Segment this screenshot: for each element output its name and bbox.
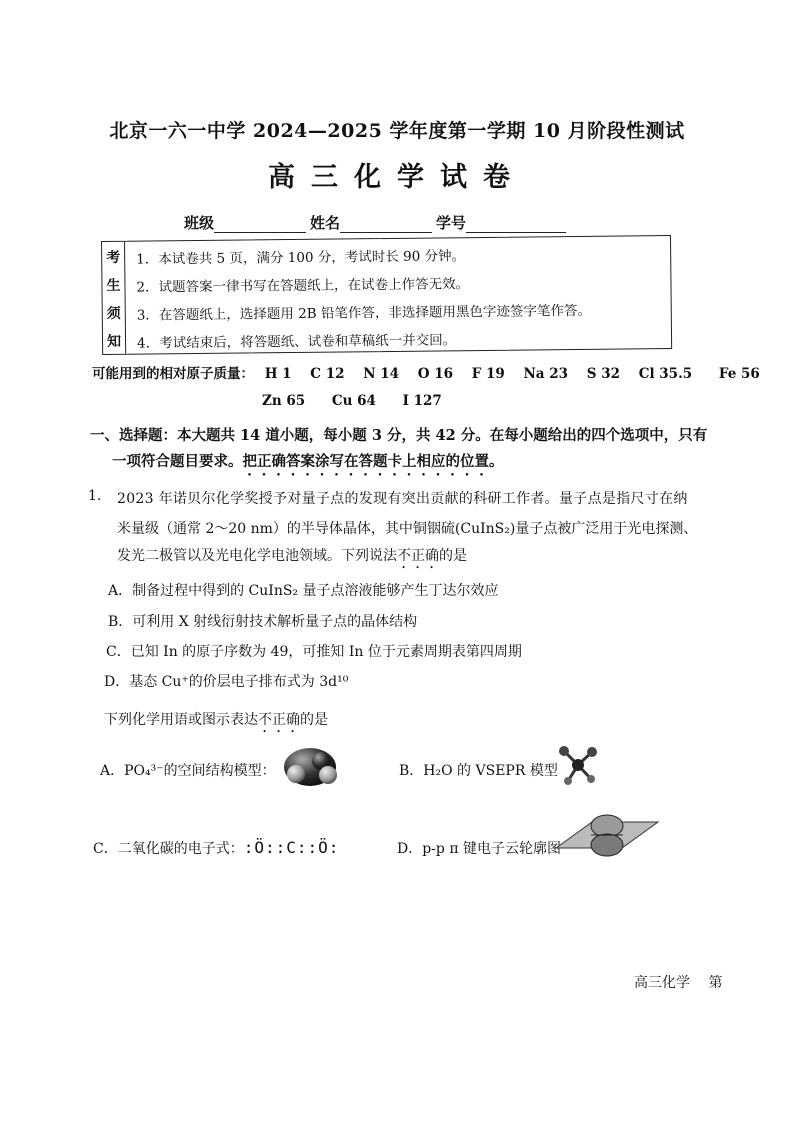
notice-side-char: 知 [106,333,122,350]
question2-option-c [93,838,339,858]
atomic-mass-item: I 127 [402,393,442,409]
question2-option-a: A．PO₄³⁻的空间结构模型： [100,763,276,779]
footer-subject: 高三化学 [634,975,690,991]
option-c-label: C．二氧化碳的电子式： [93,841,244,857]
stem-text: 的是 [439,548,467,564]
class-field[interactable] [214,216,306,233]
ball-and-stick-model-icon [556,743,600,787]
id-label: 学号 [436,214,467,232]
atomic-mass-item: Fe 56 [718,366,760,382]
name-label: 姓名 [310,214,341,232]
section-heading: 一、选择题：本大题共 14 道小题，每小题 3 分，共 42 分。在每小题给出的四个选项中，只有 [90,427,708,444]
name-field[interactable] [340,216,432,233]
question2-stem [104,709,328,736]
notice-item: 3．在答题纸上，选择题用 2B 铅笔作答，非选择题用黑色字迹签字笔作答。 [136,302,592,324]
stem-text: 下列化学用语或图示表达 [104,712,258,728]
question1-option-b: B．可利用 X 射线衍射技术解析量子点的晶体结构 [108,614,418,630]
atomic-mass-item: Zn 65 [262,393,306,409]
id-field[interactable] [466,216,566,233]
notice-side-char: 生 [106,277,121,294]
section-heading-line2 [112,450,504,479]
question1-option-d: D．基态 Cu⁺的价层电子排布式为 3d¹⁰ [104,674,349,690]
atomic-mass-label: 可能用到的相对原子质量： [92,366,254,382]
stem-text: 的是 [300,712,328,728]
notice-side-char: 考 [106,249,121,266]
notice-item: 1．本试卷共 5 页，满分 100 分，考试时长 90 分钟。 [136,248,466,268]
question1-option-a: A．制备过程中得到的 CuInS₂ 量子点溶液能够产生丁达尔效应 [108,583,499,599]
atomic-mass-item: S 32 [586,366,620,382]
question-number: 1. [88,488,102,504]
atomic-mass-line-2 [262,393,464,409]
section-requirement: 一项符合题目要求。 [112,453,243,470]
section-emphasis: 把正确答案涂写在答题卡上相应的位置 [242,453,489,470]
stem-emphasis: 不正确 [258,712,300,728]
atomic-mass-item: H 1 [264,366,292,382]
co2-electron-formula: :Ö::C::Ö: [243,838,340,857]
pi-bond-orbital-icon [554,812,660,858]
notice-side-label [102,242,126,354]
question1-option-c: C．已知 In 的原子序数为 49，可推知 In 位于元素周期表第四周期 [106,644,522,660]
class-label: 班级 [184,214,215,232]
question-stem-line: 米量级（通常 2～20 nm）的半导体晶体，其中铜铟硫(CuInS₂)量子点被广泛用于光电探测、 [117,521,698,537]
question-stem-line: 2023 年诺贝尔化学奖授予对量子点的发现有突出贡献的科研工作者。量子点是指尺寸在纳 [117,491,688,507]
footer-page-word: 第 [708,975,723,991]
atomic-mass-item: Cu 64 [331,393,376,409]
question2-option-b: B．H₂O 的 VSEPR 模型 [399,763,558,779]
atomic-mass-item: Cl 35.5 [638,366,693,382]
stem-emphasis: 不正确 [397,548,439,564]
school-title: 北京一六一中学 2024—2025 学年度第一学期 10 月阶段性测试 [109,120,685,142]
student-info-line [184,212,566,233]
atomic-mass-item: C 12 [310,366,345,382]
space-filling-model-icon [276,745,346,791]
section-end: 。 [489,453,504,470]
exam-notice-box [101,235,672,355]
page-footer [634,972,736,992]
atomic-mass-item: Na 23 [523,366,569,382]
atomic-mass-item: N 14 [363,366,400,382]
atomic-mass-item: O 16 [417,366,453,382]
exam-title: 高三化学试卷 [268,162,526,193]
notice-side-char: 须 [106,305,121,322]
atomic-mass-line-1 [92,362,774,382]
stem-text: 发光二极管以及光电化学电池领域。下列说法 [117,548,397,564]
notice-item: 2．试题答案一律书写在答题纸上，在试卷上作答无效。 [136,276,470,296]
question2-option-d: D．p-p π 键电子云轮廓图 [397,841,561,857]
atomic-mass-item: F 19 [471,366,505,382]
notice-item: 4．考试结束后，将答题纸、试卷和草稿纸一并交回。 [136,332,457,352]
question-stem-line [117,545,467,572]
